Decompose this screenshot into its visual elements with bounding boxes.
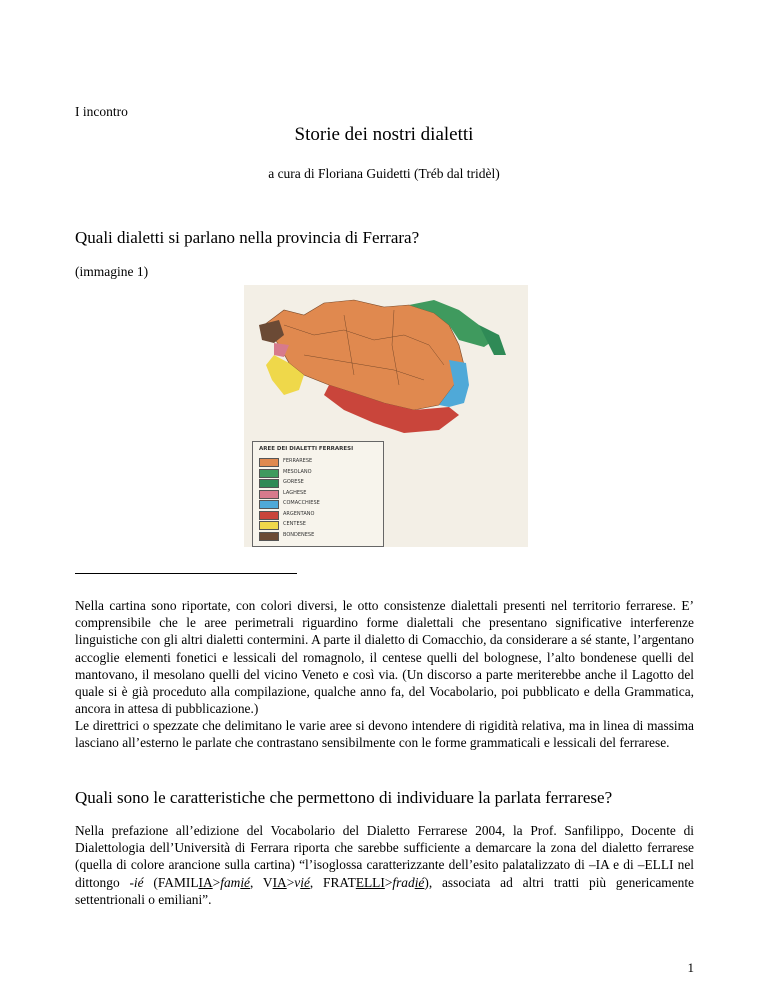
via-pre: , V <box>249 874 273 890</box>
legend-swatch <box>259 521 279 530</box>
famie-underlined: ié <box>240 874 250 890</box>
legend-swatch <box>259 469 279 478</box>
legend-label: BONDENESE <box>283 531 315 538</box>
familia-gt: > <box>212 874 221 890</box>
legend-item <box>259 521 369 529</box>
familia-pre: (FAMIL <box>143 874 199 890</box>
legend-swatch <box>259 479 279 488</box>
paragraph-2: Le direttrici o spezzate che delimitano le varie aree si devono intendere di rigidità relativa, ma in linea di massima lasciano all’esterno le parlate che contrastano sensibilmente con le forme grammaticali e lessicali del ferrarese. <box>75 718 694 751</box>
legend-item <box>259 458 369 466</box>
legend-item <box>259 511 369 519</box>
legend-item <box>259 500 369 508</box>
map-legend <box>252 441 384 547</box>
fradie-underlined: ié <box>414 874 425 890</box>
legend-label: MESOLANO <box>283 468 312 475</box>
section-heading-2: Quali sono le caratteristiche che permettono di individuare la parlata ferrarese? <box>75 788 613 807</box>
legend-label: FERRARESE <box>283 458 313 464</box>
famie-pre: fam <box>220 874 241 890</box>
legend-item <box>259 490 369 498</box>
paragraph-3-start: Nella prefazione all’edizione del Vocabolario del Dialetto Ferrarese 2004, la Prof. Sanfilippo, Docente di Dialettologia dell’Università di Ferrara riporta che sarebbe sufficiente a demarcare la zona del dialetto ferrarese (quella di colore arancione sulla cartina) “l’isoglossa caratterizzante dell’esito palatalizzato di –IA e di –ELLI nel dittongo <box>75 823 694 890</box>
legend-swatch <box>259 532 279 541</box>
legend-label: COMACCHIESE <box>283 500 320 506</box>
paragraph-3 <box>75 822 694 908</box>
fratelli-gt: > <box>384 874 393 890</box>
via-gt: > <box>286 874 295 890</box>
page-number: 1 <box>687 960 694 975</box>
legend-swatch <box>259 500 279 509</box>
fratelli-pre: , FRAT <box>309 874 356 890</box>
section-heading-1: Quali dialetti si parlano nella provincia di Ferrara? <box>75 228 420 247</box>
legend-label: ARGENTANO <box>283 510 315 517</box>
legend-item <box>259 469 369 477</box>
fratelli-underlined: ELLI <box>355 874 385 890</box>
paragraph-1: Nella cartina sono riportate, con colori diversi, le otto consistenze dialettali presenti nel territorio ferrarese. E’ comprensibile che le aree perimetrali riguardino forme dialettali che presentano significative interferenze linguistiche con gli altri dialetti contermini. A parte il dialetto di Comacchio, da considerare a sé stante, l’argentano accoglie elementi fonetici e lessicali del romagnolo, il centese quelli del bolognese, l’alto bondenese quelli del mantovano, il mesolano quelli del vicino Veneto e così via. (Un discorso a parte meriterebbe anche il Lagotto del quale si è già proceduto alla compilazione, qualche anno fa, del Vocabolario, poi pubblicato e della Grammatica, ancora in attesa di pubblicazione.) <box>75 598 694 717</box>
footnote-separator <box>75 573 297 574</box>
legend-label: CENTESE <box>283 521 306 527</box>
legend-label: LAGHESE <box>283 489 307 496</box>
vie-pre: v <box>294 874 301 890</box>
legend-swatch <box>259 458 279 467</box>
page-title: Storie dei nostri dialetti <box>294 124 474 145</box>
legend-swatch <box>259 490 279 499</box>
ie-suffix: -ié <box>129 874 144 890</box>
legend-title: AREE DEI DIALETTI FERRARESI <box>259 446 354 452</box>
legend-item <box>259 532 369 540</box>
paragraph-3-end: ), associata ad altri tratti più genericamente settentrionali o emiliani”. <box>75 874 694 907</box>
legend-item <box>259 479 369 487</box>
dialect-map <box>244 285 528 445</box>
legend-swatch <box>259 511 279 520</box>
vie-underlined: ié <box>300 874 310 890</box>
incontro-label: I incontro <box>75 104 128 119</box>
legend-label: GORESE <box>283 479 304 485</box>
dialect-map-figure <box>244 285 528 547</box>
familia-underlined: IA <box>198 874 213 890</box>
image-caption: (immagine 1) <box>75 264 149 279</box>
fradie-pre: frad <box>392 874 415 890</box>
via-underlined: IA <box>272 874 287 890</box>
byline: a cura di Floriana Guidetti (Tréb dal tridèl) <box>268 166 500 181</box>
